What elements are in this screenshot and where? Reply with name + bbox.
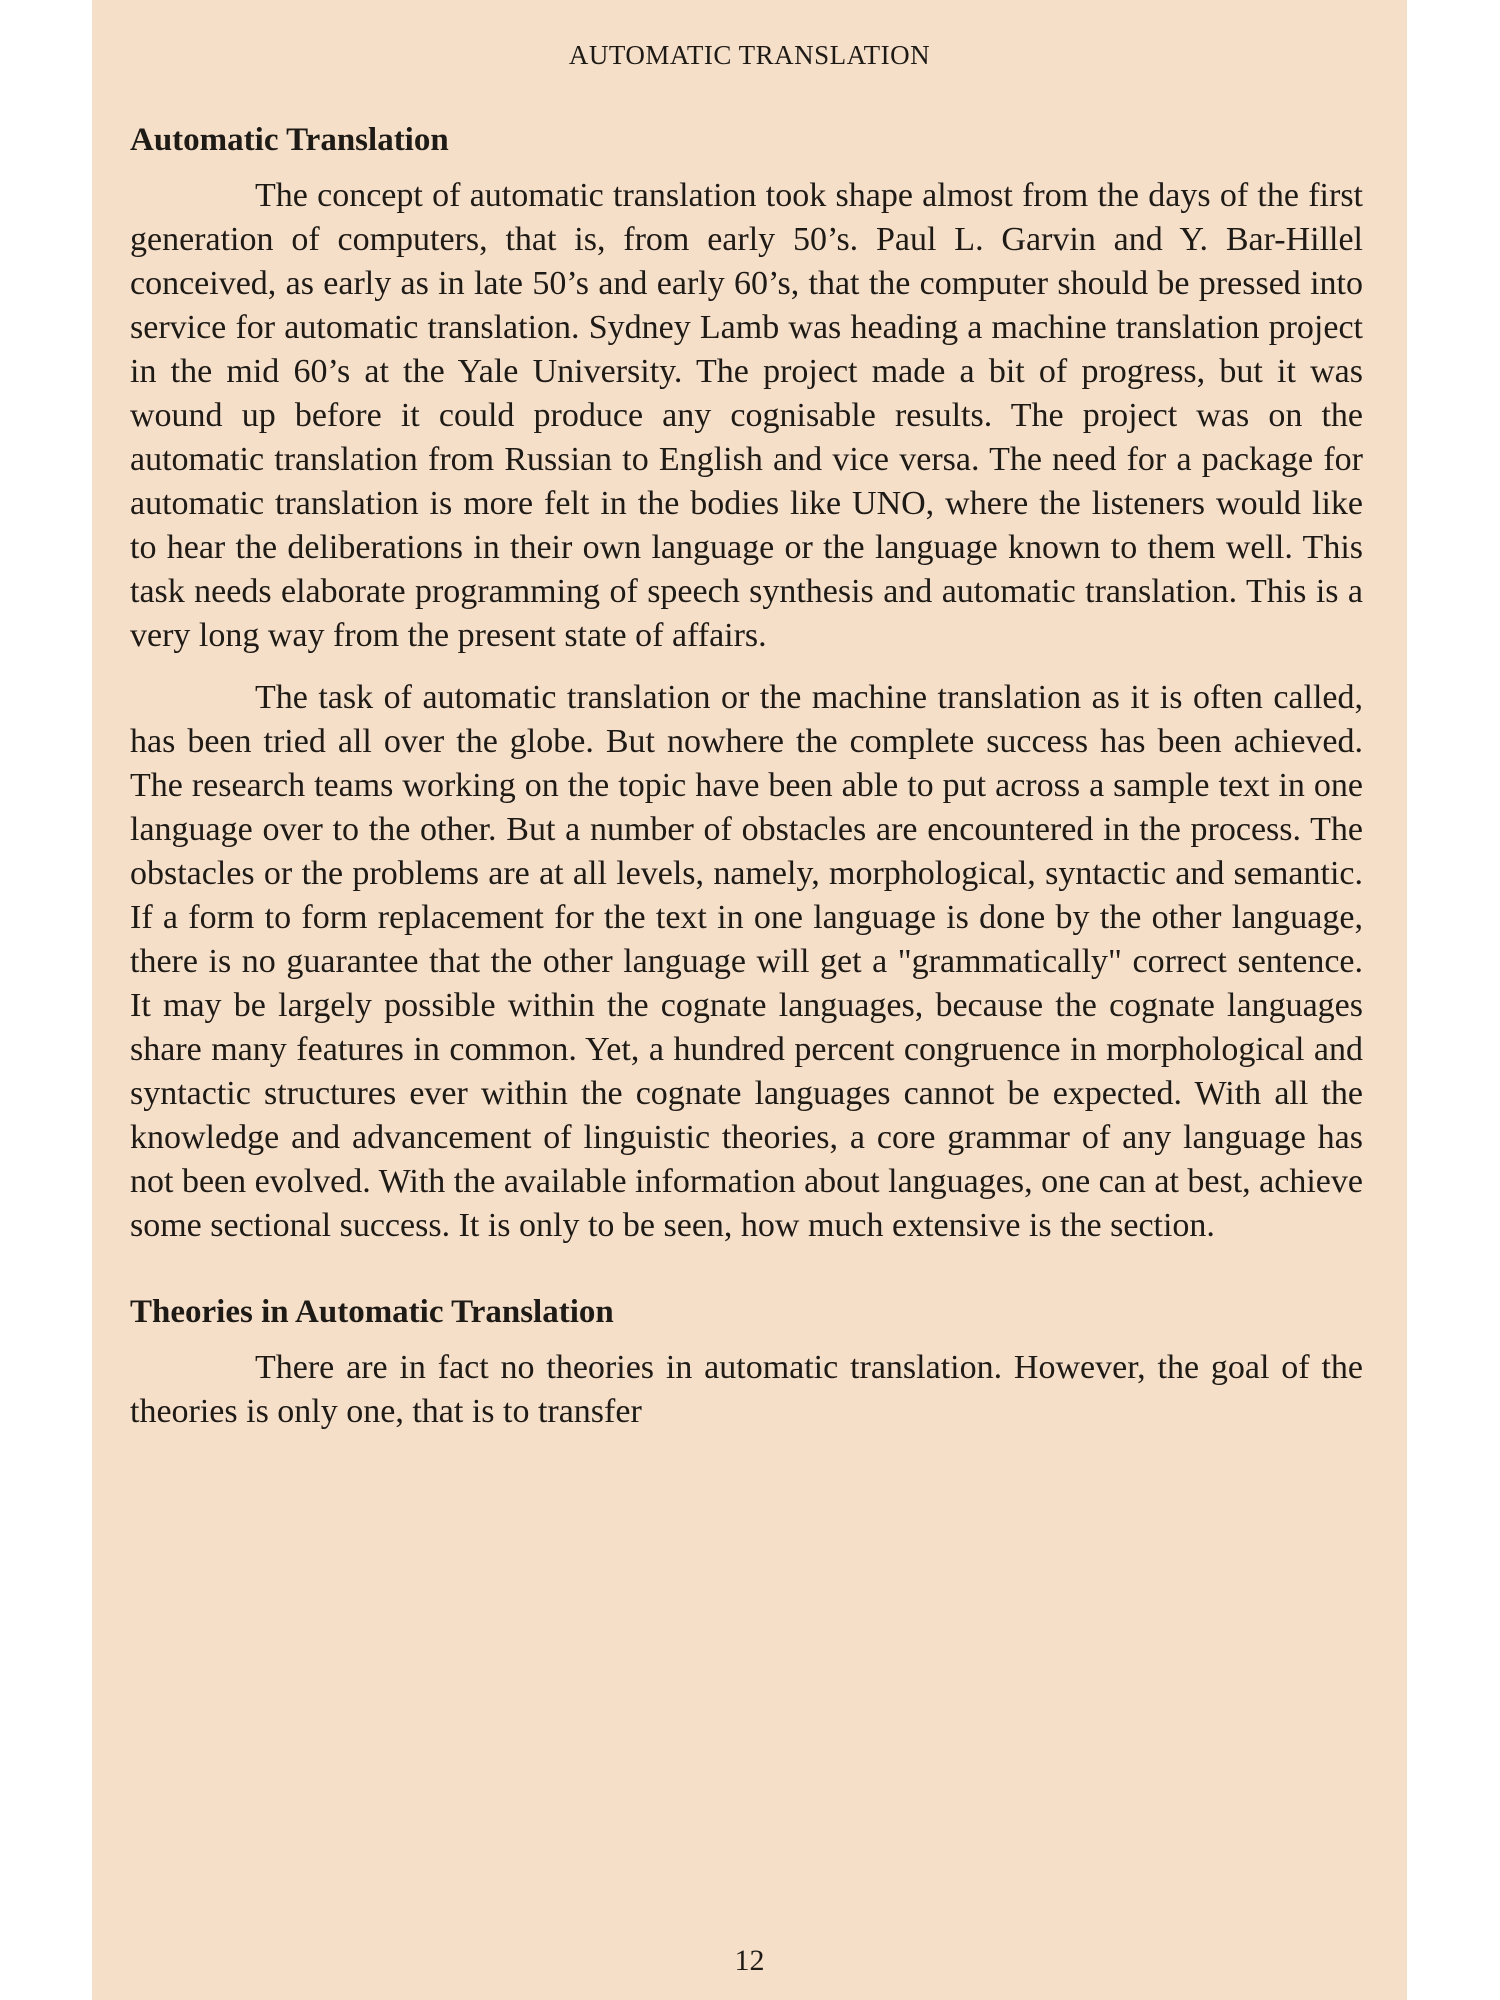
paragraph-2: The task of automatic translation or the machine translation as it is often called, has been tried all over the globe. But nowhere the complete success has been achieved. The research teams working on the topic have been able to put across a sample text in one language over to the other. But a number of obstacles are encountered in the process. The obstacles or the problems are at all levels, namely, morphological, syntactic and semantic. If a form to form replacement for the text in one language is done by the other language, there is no guarantee that the other language will get a "grammatically" correct sentence. It may be largely possible within the cognate languages, because the cognate languages share many features in common. Yet, a hundred percent congruence in morphological and syntactic structures ever within the cognate languages cannot be expected. With all the knowledge and advancement of linguistic theories, a core grammar of any language has not been evolved. With the available information about languages, one can at best, achieve some sectional success. It is only to be seen, how much extensive is the section. <box>130 679 1363 1244</box>
paragraph-3: There are in fact no theories in automatic translation. However, the goal of the theories is only one, that is to transfer <box>130 1349 1363 1430</box>
page-number: 12 <box>734 1944 765 1977</box>
book-page <box>92 0 1407 2000</box>
running-head: AUTOMATIC TRANSLATION <box>568 40 931 70</box>
section-heading-automatic-translation: Automatic Translation <box>130 122 449 158</box>
paragraph-1: The concept of automatic translation took shape almost from the days of the first generation of computers, that is, from early 50’s. Paul L. Garvin and Y. Bar-Hillel conceived, as early as in late 50’s and early 60’s, that the computer should be pressed into service for automatic translation. Sydney Lamb was heading a machine translation project in the mid 60’s at the Yale University. The project made a bit of progress, but it was wound up before it could produce any cognisable results. The project was on the automatic translation from Russian to English and vice versa. The need for a package for automatic translation is more felt in the bodies like UNO, where the listeners would like to hear the deliberations in their own language or the language known to them well. This task needs elaborate programming of speech synthesis and automatic translation. This is a very long way from the present state of affairs. <box>130 177 1363 654</box>
page-content <box>130 120 1363 1452</box>
section-heading-theories: Theories in Automatic Translation <box>130 1294 614 1330</box>
